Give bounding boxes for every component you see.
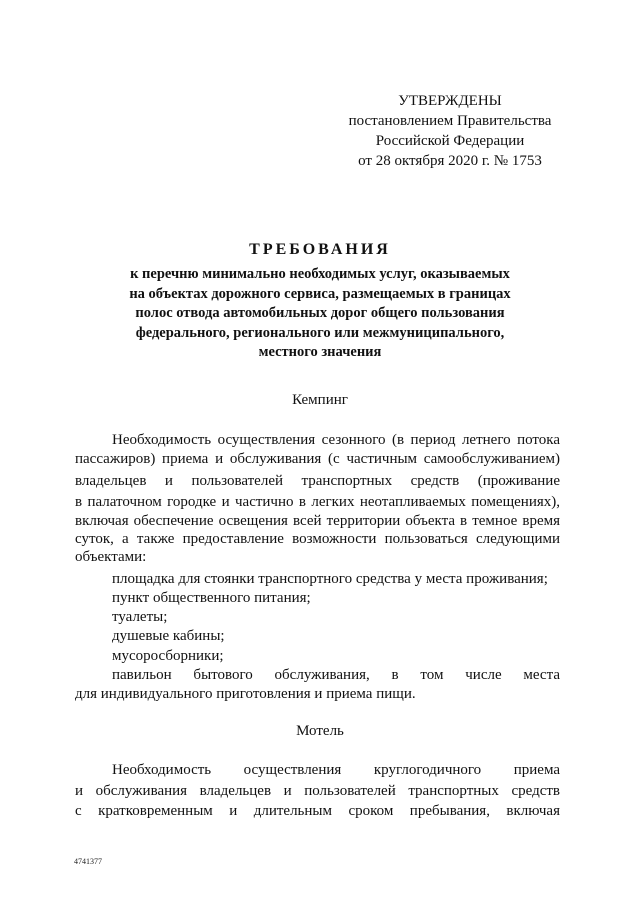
subtitle-line: на объектах дорожного сервиса, размещаемых в границах: [129, 285, 511, 302]
paragraph-line: в палаточном городке и частично в легких неотапливаемых помещениях),: [75, 494, 560, 510]
list-item: мусоросборники;: [112, 648, 224, 664]
approval-title: УТВЕРЖДЕНЫ: [398, 93, 502, 109]
section-heading-camping: Кемпинг: [292, 392, 348, 408]
subtitle-line: к перечню минимально необходимых услуг, оказываемых: [130, 266, 510, 282]
paragraph-line: владельцев и пользователей транспортных средств (проживание: [75, 473, 560, 489]
approval-decree: постановлением Правительства: [348, 113, 552, 129]
document-code: 4741377: [74, 857, 102, 866]
list-item: пункт общественного питания;: [112, 590, 311, 606]
subtitle-line: федерального, регионального или межмуниципального,: [135, 324, 505, 341]
subtitle-line: местного значения: [258, 344, 382, 360]
approval-block: [330, 91, 570, 171]
paragraph-line: с кратковременным и длительным сроком пребывания, включая: [75, 803, 560, 819]
paragraph-line: Необходимость осуществления сезонного (в период летнего потока: [112, 432, 560, 448]
list-item: павильон бытового обслуживания, в том числе места: [112, 667, 560, 683]
list-item: площадка для стоянки транспортного средства у места проживания;: [112, 571, 548, 587]
paragraph-line: пассажиров) приема и обслуживания (с частичным самообслуживанием): [75, 451, 560, 467]
document-subtitle: [80, 265, 560, 363]
paragraph-line: Необходимость осуществления круглогодичного приема: [112, 762, 560, 778]
subtitle-line: полос отвода автомобильных дорог общего пользования: [135, 305, 505, 321]
paragraph-line: включая обеспечение освещения всей территории объекта в темное время: [75, 513, 560, 529]
approval-date-number: от 28 октября 2020 г. № 1753: [358, 153, 542, 169]
paragraph-line: и обслуживания владельцев и пользователей транспортных средств: [75, 783, 560, 799]
paragraph-line: объектами:: [75, 549, 147, 565]
list-item: туалеты;: [112, 609, 168, 625]
list-item: душевые кабины;: [112, 628, 225, 644]
approval-government: Российской Федерации: [375, 133, 525, 149]
section-heading-motel: Мотель: [296, 723, 344, 739]
list-item: для индивидуального приготовления и приема пищи.: [75, 686, 416, 702]
paragraph-line: суток, а также предоставление возможности пользоваться следующими: [75, 531, 560, 547]
document-title: ТРЕБОВАНИЯ: [249, 241, 391, 258]
